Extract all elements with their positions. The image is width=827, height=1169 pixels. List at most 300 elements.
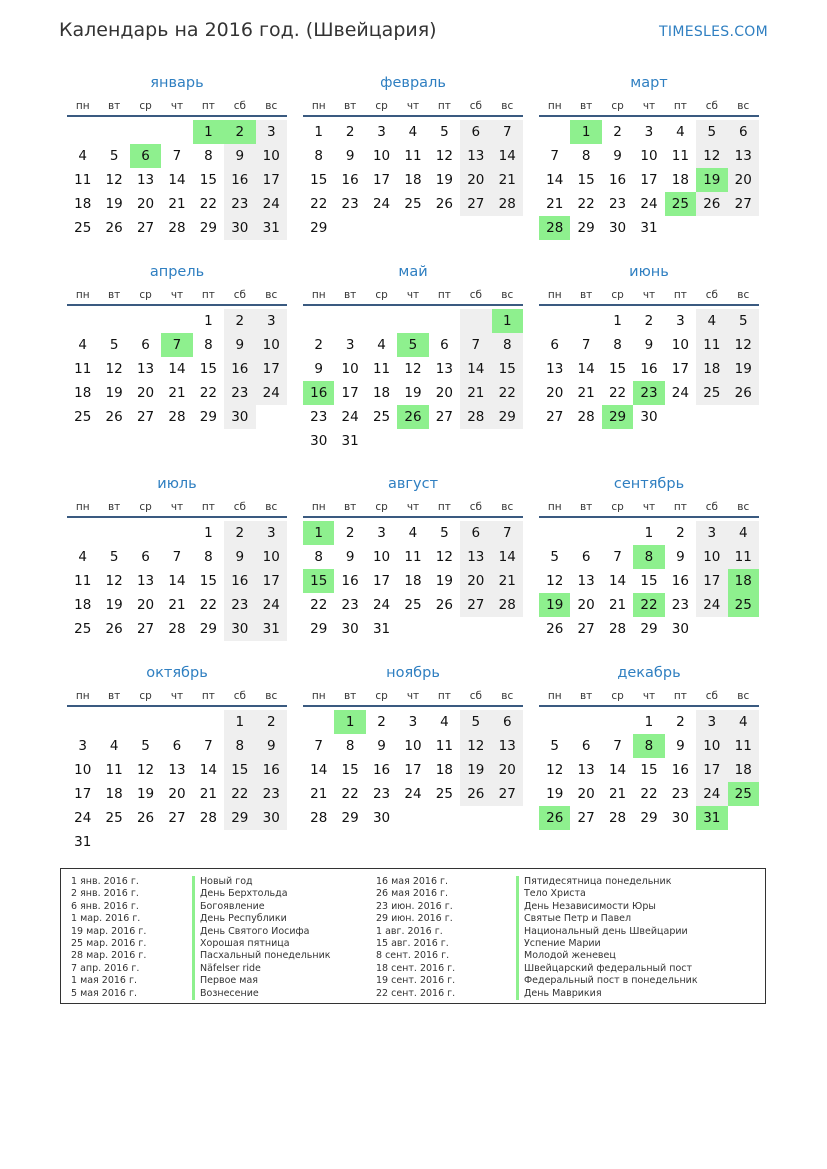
day-cell: 11 [74, 172, 92, 188]
day-cell: 18 [74, 597, 92, 613]
day-cell: 28 [168, 220, 186, 236]
day-cell: 15 [608, 361, 627, 377]
day-cell: 23 [341, 196, 359, 212]
days-grid [303, 710, 523, 830]
day-cell: 20 [136, 196, 155, 212]
weekday-label: пн [547, 690, 562, 702]
days-grid [67, 309, 287, 429]
day-cell: 1 [224, 710, 255, 734]
month-name: сентябрь [613, 476, 685, 492]
month-11 [303, 663, 523, 830]
weekday-label: пт [673, 501, 687, 513]
day-cell: 15 [310, 172, 328, 188]
day-cell: 19 [105, 597, 123, 613]
day-cell: 3 [408, 714, 418, 730]
month-name: октябрь [146, 665, 208, 681]
day-cell: 13 [546, 361, 564, 377]
weekday-label: вт [343, 100, 357, 112]
day-cell: 24 [341, 409, 359, 425]
day-cell: 7 [172, 148, 182, 164]
day-cell: 7 [613, 738, 622, 754]
day-cell: 12 [105, 361, 123, 377]
month-8 [303, 474, 523, 641]
day-cell: 1 [204, 525, 213, 541]
holiday-name: Успение Марии [516, 938, 698, 950]
weekday-label: ср [139, 289, 152, 301]
day-cell: 25 [696, 381, 727, 405]
day-cell: 26 [728, 381, 759, 405]
day-cell: 15 [640, 762, 658, 778]
day-cell: 15 [224, 758, 255, 782]
month-name: декабрь [617, 665, 681, 681]
day-cell: 24 [74, 810, 92, 826]
day-cell: 17 [256, 569, 287, 593]
month-name: июль [157, 476, 197, 492]
day-cell: 4 [696, 309, 727, 333]
day-cell: 20 [460, 569, 491, 593]
weekday-label: вс [501, 100, 514, 112]
holiday-name: Новый год [192, 876, 331, 888]
weekday-label: сб [469, 289, 482, 301]
weekday-label: чт [642, 100, 656, 112]
day-cell: 13 [435, 361, 453, 377]
day-cell: 7 [492, 521, 523, 545]
day-cell: 11 [404, 549, 422, 565]
day-cell: 31 [372, 621, 391, 637]
holiday-date: 1 янв. 2016 г. [71, 876, 139, 887]
day-cell: 22 [199, 385, 217, 401]
day-cell: 31 [341, 433, 359, 449]
weekday-label: вт [343, 690, 357, 702]
weekday-label: пн [547, 289, 562, 301]
day-cell: 24 [671, 385, 689, 401]
day-cell: 18 [74, 385, 92, 401]
holiday-name: День Независимости Юры [516, 901, 698, 913]
day-cell: 12 [404, 361, 422, 377]
day-cell: 3 [696, 710, 727, 734]
weekday-header [539, 286, 759, 306]
day-cell: 12 [435, 549, 453, 565]
day-cell: 18 [435, 762, 453, 778]
legend-right-dates [376, 876, 455, 1000]
day-cell: 2 [256, 710, 287, 734]
day-cell: 19 [435, 573, 453, 589]
month-12 [539, 663, 759, 830]
day-cell: 17 [256, 168, 287, 192]
day-cell: 7 [492, 120, 523, 144]
weekday-header [67, 687, 287, 707]
day-cell: 23 [224, 381, 255, 405]
holiday-name: Святые Петр и Павел [516, 913, 698, 925]
weekday-header [67, 498, 287, 518]
holiday-name: Пасхальный понедельник [192, 950, 331, 962]
day-cell: 12 [105, 172, 123, 188]
weekday-label: ср [375, 289, 388, 301]
day-cell: 11 [74, 573, 92, 589]
day-cell: 5 [696, 120, 727, 144]
day-cell: 9 [314, 361, 323, 377]
weekday-label: сб [705, 100, 718, 112]
day-cell: 5 [109, 549, 119, 565]
holiday-day-cell: 1 [570, 120, 601, 144]
weekday-label: чт [642, 289, 656, 301]
month-name: май [398, 264, 428, 280]
day-cell: 8 [581, 148, 591, 164]
day-cell: 20 [136, 597, 155, 613]
weekday-label: вс [265, 100, 278, 112]
day-cell: 22 [310, 196, 328, 212]
day-cell: 6 [141, 549, 150, 565]
day-cell: 21 [577, 385, 595, 401]
day-cell: 20 [460, 168, 491, 192]
day-cell: 15 [640, 573, 658, 589]
empty-cell [67, 521, 98, 545]
day-cell: 12 [105, 573, 123, 589]
day-cell: 25 [404, 196, 422, 212]
holiday-date: 16 мая 2016 г. [376, 876, 449, 887]
day-cell: 4 [78, 337, 87, 353]
day-cell: 15 [199, 361, 217, 377]
day-cell: 23 [341, 597, 359, 613]
site-logo-link[interactable]: TIMESLES.COM [659, 24, 768, 40]
day-cell: 27 [492, 782, 523, 806]
weekday-header [303, 498, 523, 518]
holiday-day-cell: 8 [633, 545, 664, 569]
weekday-label: вс [737, 100, 750, 112]
day-cell: 30 [372, 810, 391, 826]
weekday-label: ср [611, 501, 624, 513]
day-cell: 10 [696, 545, 727, 569]
day-cell: 25 [74, 409, 92, 425]
day-cell: 31 [74, 834, 92, 850]
day-cell: 20 [136, 385, 155, 401]
empty-cell [98, 710, 129, 734]
days-grid [539, 521, 759, 641]
day-cell: 9 [345, 549, 355, 565]
day-cell: 9 [613, 148, 622, 164]
empty-cell [539, 710, 570, 734]
holiday-date: 6 янв. 2016 г. [71, 900, 139, 912]
weekday-label: пн [311, 289, 326, 301]
weekday-label: пт [201, 289, 215, 301]
holiday-name: День Республики [192, 913, 331, 925]
day-cell: 29 [341, 810, 359, 826]
weekday-header [539, 97, 759, 117]
day-cell: 21 [546, 196, 564, 212]
days-grid [539, 710, 759, 830]
empty-cell [67, 309, 98, 333]
day-cell: 5 [109, 337, 119, 353]
holiday-day-cell: 15 [303, 569, 334, 593]
month-9 [539, 474, 759, 641]
day-cell: 2 [314, 337, 323, 353]
day-cell: 2 [224, 521, 255, 545]
day-cell: 1 [314, 124, 323, 140]
day-cell: 20 [435, 385, 453, 401]
day-cell: 22 [199, 597, 217, 613]
day-cell: 22 [577, 196, 595, 212]
day-cell: 14 [492, 144, 523, 168]
day-cell: 14 [199, 762, 217, 778]
day-cell: 11 [105, 762, 123, 778]
month-name: ноябрь [386, 665, 440, 681]
day-cell: 5 [550, 738, 559, 754]
day-cell: 13 [728, 144, 759, 168]
weekday-label: вт [343, 289, 357, 301]
month-1 [67, 73, 287, 240]
day-cell: 24 [696, 782, 727, 806]
day-cell: 6 [550, 337, 559, 353]
holiday-name: Näfelser ride [192, 963, 331, 975]
day-cell: 20 [492, 758, 523, 782]
day-cell: 6 [581, 738, 591, 754]
weekday-label: пт [437, 501, 451, 513]
empty-cell [161, 521, 192, 545]
empty-cell [602, 521, 633, 545]
day-cell: 13 [136, 573, 155, 589]
day-cell: 5 [440, 124, 449, 140]
weekday-label: ср [375, 100, 388, 112]
day-cell: 26 [435, 597, 453, 613]
holiday-date: 25 мар. 2016 г. [71, 937, 147, 949]
day-cell: 16 [341, 573, 359, 589]
empty-cell [98, 521, 129, 545]
weekday-header [67, 286, 287, 306]
weekday-label: пт [201, 100, 215, 112]
empty-cell [570, 309, 601, 333]
day-cell: 6 [141, 337, 150, 353]
weekday-label: ср [139, 690, 152, 702]
day-cell: 14 [168, 361, 186, 377]
holiday-day-cell: 1 [334, 710, 365, 734]
day-cell: 14 [168, 573, 186, 589]
day-cell: 11 [696, 333, 727, 357]
weekday-header [303, 286, 523, 306]
weekday-label: ср [611, 289, 624, 301]
day-cell: 4 [408, 124, 418, 140]
day-cell: 14 [310, 762, 328, 778]
weekday-label: вт [579, 690, 593, 702]
day-cell: 6 [492, 710, 523, 734]
day-cell: 17 [256, 357, 287, 381]
page-title: Календарь на 2016 год. (Швейцария) [59, 19, 437, 41]
day-cell: 3 [256, 120, 287, 144]
day-cell: 26 [546, 621, 564, 637]
day-cell: 9 [256, 734, 287, 758]
holiday-day-cell: 2 [224, 120, 255, 144]
day-cell: 16 [671, 573, 689, 589]
day-cell: 20 [577, 786, 595, 802]
weekday-header [67, 97, 287, 117]
day-cell: 12 [460, 734, 491, 758]
day-cell: 17 [372, 573, 391, 589]
weekday-header [539, 687, 759, 707]
day-cell: 2 [345, 124, 355, 140]
day-cell: 11 [372, 361, 391, 377]
holiday-name: День Маврикия [516, 988, 698, 1000]
empty-cell [539, 120, 570, 144]
empty-cell [98, 309, 129, 333]
holiday-day-cell: 23 [633, 381, 664, 405]
weekday-label: чт [642, 501, 656, 513]
empty-cell [130, 521, 161, 545]
month-name: февраль [380, 75, 446, 91]
holiday-day-cell: 29 [602, 405, 633, 429]
day-cell: 23 [608, 196, 627, 212]
day-cell: 11 [671, 148, 689, 164]
day-cell: 8 [204, 549, 213, 565]
weekday-label: вт [579, 100, 593, 112]
day-cell: 7 [204, 738, 213, 754]
day-cell: 17 [696, 569, 727, 593]
holiday-name: Богоявление [192, 901, 331, 913]
day-cell: 20 [728, 168, 759, 192]
day-cell: 21 [492, 569, 523, 593]
day-cell: 22 [310, 597, 328, 613]
day-cell: 4 [78, 148, 87, 164]
weekday-label: вт [579, 501, 593, 513]
empty-cell [161, 710, 192, 734]
day-cell: 16 [640, 361, 658, 377]
day-cell: 10 [640, 148, 658, 164]
day-cell: 22 [640, 786, 658, 802]
weekday-label: пн [311, 501, 326, 513]
holiday-name: День Берхтольда [192, 888, 331, 900]
day-cell: 19 [105, 196, 123, 212]
day-cell: 19 [728, 357, 759, 381]
holiday-day-cell: 18 [728, 569, 759, 593]
holiday-day-cell: 25 [665, 192, 696, 216]
weekday-label: вс [737, 501, 750, 513]
holiday-day-cell: 8 [633, 734, 664, 758]
empty-cell [303, 710, 334, 734]
day-cell: 17 [640, 172, 658, 188]
day-cell: 11 [74, 361, 92, 377]
day-cell: 7 [581, 337, 591, 353]
weekday-label: пт [437, 100, 451, 112]
month-7 [67, 474, 287, 641]
day-cell: 7 [172, 549, 182, 565]
day-cell: 13 [577, 762, 595, 778]
weekday-label: сб [233, 501, 246, 513]
day-cell: 29 [224, 806, 255, 830]
day-cell: 21 [168, 196, 186, 212]
day-cell: 4 [408, 525, 418, 541]
day-cell: 19 [136, 786, 155, 802]
weekday-label: пт [201, 501, 215, 513]
day-cell: 6 [728, 120, 759, 144]
holiday-date: 7 апр. 2016 г. [71, 962, 140, 974]
day-cell: 9 [224, 144, 255, 168]
day-cell: 2 [613, 124, 622, 140]
empty-cell [161, 309, 192, 333]
day-cell: 10 [256, 545, 287, 569]
day-cell: 7 [550, 148, 559, 164]
day-cell: 3 [696, 521, 727, 545]
day-cell: 30 [224, 617, 255, 641]
day-cell: 29 [492, 405, 523, 429]
day-cell: 28 [577, 409, 595, 425]
empty-cell [539, 309, 570, 333]
day-cell: 21 [608, 597, 627, 613]
day-cell: 10 [74, 762, 92, 778]
day-cell: 18 [105, 786, 123, 802]
day-cell: 29 [199, 220, 217, 236]
day-cell: 12 [728, 333, 759, 357]
holiday-day-cell: 16 [303, 381, 334, 405]
day-cell: 3 [377, 525, 386, 541]
day-cell: 7 [314, 738, 323, 754]
day-cell: 10 [372, 148, 391, 164]
day-cell: 30 [608, 220, 627, 236]
weekday-label: вт [107, 289, 121, 301]
day-cell: 27 [577, 810, 595, 826]
day-cell: 27 [136, 409, 155, 425]
month-6 [539, 262, 759, 429]
day-cell: 18 [372, 385, 391, 401]
day-cell: 11 [728, 545, 759, 569]
day-cell: 28 [608, 810, 627, 826]
weekday-label: вс [737, 289, 750, 301]
day-cell: 23 [372, 786, 391, 802]
day-cell: 25 [435, 786, 453, 802]
month-10 [67, 663, 287, 854]
weekday-label: чт [170, 289, 184, 301]
day-cell: 15 [577, 172, 595, 188]
days-grid [303, 521, 523, 641]
day-cell: 13 [460, 545, 491, 569]
holiday-date: 1 мар. 2016 г. [71, 913, 141, 925]
day-cell: 8 [224, 734, 255, 758]
month-name: апрель [149, 264, 205, 280]
day-cell: 4 [676, 124, 685, 140]
weekday-label: чт [170, 690, 184, 702]
weekday-label: пт [673, 100, 687, 112]
day-cell: 23 [671, 597, 689, 613]
day-cell: 29 [199, 409, 217, 425]
weekday-label: чт [170, 501, 184, 513]
day-cell: 17 [372, 172, 391, 188]
day-cell: 25 [404, 597, 422, 613]
weekday-label: вс [265, 289, 278, 301]
weekday-label: пт [437, 289, 451, 301]
day-cell: 24 [404, 786, 422, 802]
weekday-header [539, 498, 759, 518]
weekday-label: вс [501, 289, 514, 301]
day-cell: 30 [256, 806, 287, 830]
weekday-label: чт [406, 289, 420, 301]
month-4 [67, 262, 287, 429]
weekday-label: пн [311, 690, 326, 702]
holiday-date: 1 мая 2016 г. [71, 975, 137, 987]
day-cell: 8 [314, 148, 323, 164]
month-name: август [387, 476, 439, 492]
weekday-label: вс [501, 501, 514, 513]
weekday-label: ср [375, 501, 388, 513]
day-cell: 27 [577, 621, 595, 637]
day-cell: 13 [492, 734, 523, 758]
day-cell: 16 [224, 357, 255, 381]
day-cell: 21 [168, 597, 186, 613]
day-cell: 13 [577, 573, 595, 589]
weekday-label: вс [265, 501, 278, 513]
holiday-day-cell: 7 [161, 333, 192, 357]
weekday-label: ср [375, 690, 388, 702]
day-cell: 4 [78, 549, 87, 565]
holiday-name: День Святого Иосифа [192, 926, 331, 938]
day-cell: 30 [341, 621, 359, 637]
day-cell: 4 [728, 710, 759, 734]
